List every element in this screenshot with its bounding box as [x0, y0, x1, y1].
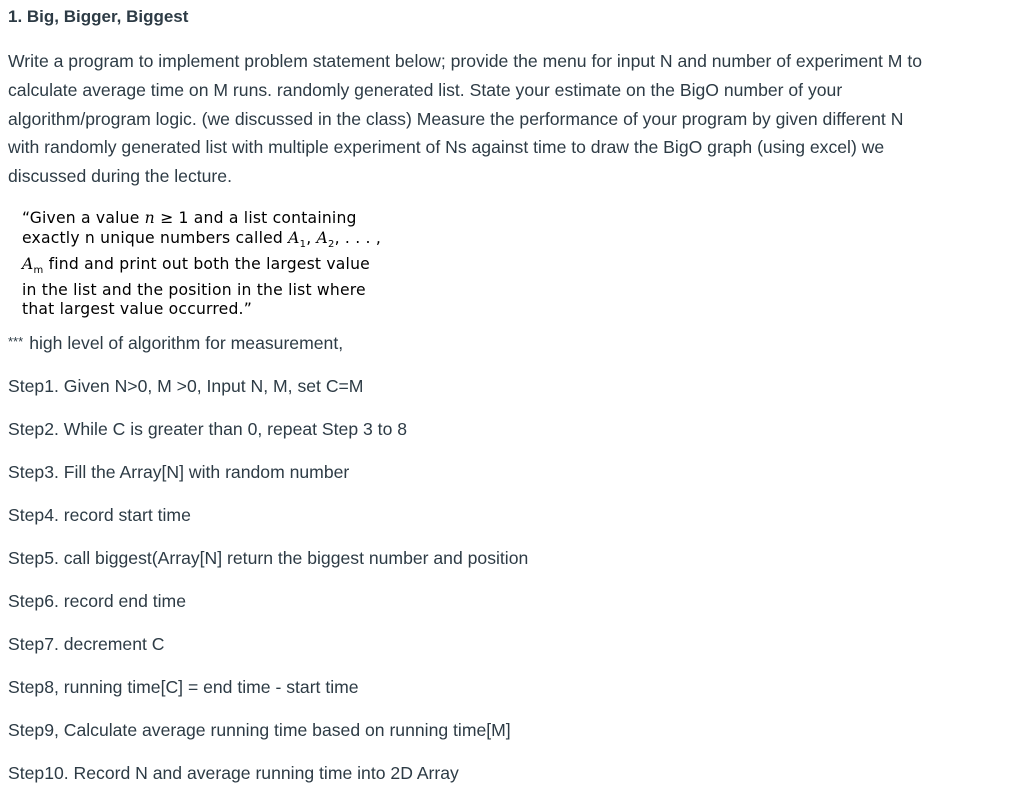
quote-text: “Given a value [22, 209, 145, 227]
quote-variable: A [316, 228, 328, 247]
quote-line: in the list and the position in the list where [22, 280, 366, 299]
stars-marker: *** [8, 334, 24, 349]
quote-line: that largest value occurred.” [22, 300, 252, 319]
step-item: Step2. While C is greater than 0, repeat Step 3 to 8 [8, 419, 408, 439]
quote-line [22, 229, 381, 255]
quote-subscript: m [33, 264, 44, 276]
step-item: Step9, Calculate average running time based on running time[M] [8, 720, 511, 740]
quote-text: exactly n unique numbers called [22, 228, 289, 247]
algorithm-heading [8, 333, 343, 354]
quote-variable: n [144, 209, 155, 227]
problem-description [8, 47, 1018, 191]
problem-title: 1. Big, Bigger, Biggest [8, 7, 189, 26]
algorithm-heading-text: high level of algorithm for measurement, [29, 333, 344, 353]
step-item: Step6. record end time [8, 591, 186, 611]
quote-subscript: 1 [299, 238, 307, 250]
step-item: Step10. Record N and average running time into 2D Array [8, 763, 459, 783]
quote-text: , [306, 228, 317, 247]
description-line: calculate average time on M runs. randomly generated list. State your estimate on the BigO number of your [8, 79, 843, 100]
description-line: discussed during the lecture. [8, 166, 232, 187]
quote-variable: A [288, 228, 300, 247]
step-item: Step4. record start time [8, 505, 191, 525]
quote-text: find and print out both the largest value [43, 254, 370, 273]
step-item: Step1. Given N>0, M >0, Input N, M, set C=M [8, 376, 364, 396]
quote-line [22, 209, 381, 229]
problem-statement-quote [22, 209, 381, 320]
step-item: Step5. call biggest(Array[N] return the biggest number and position [8, 548, 529, 568]
step-item: Step3. Fill the Array[N] with random number [8, 462, 350, 482]
quote-variable: A [22, 254, 34, 273]
description-line: with randomly generated list with multiple experiment of Ns against time to draw the BigO graph (using excel) we [8, 137, 885, 158]
quote-text: ≥ 1 and a list containing [154, 209, 357, 227]
step-item: Step8, running time[C] = end time - start time [8, 677, 359, 697]
quote-line [22, 255, 381, 281]
quote-text: , . . . , [334, 228, 381, 247]
step-item: Step7. decrement C [8, 634, 165, 654]
description-line: algorithm/program logic. (we discussed in the class) Measure the performance of your program by given different N [8, 108, 904, 129]
description-line: Write a program to implement problem statement below; provide the menu for input N and number of experiment M to [8, 51, 923, 71]
quote-subscript: 2 [328, 238, 335, 250]
